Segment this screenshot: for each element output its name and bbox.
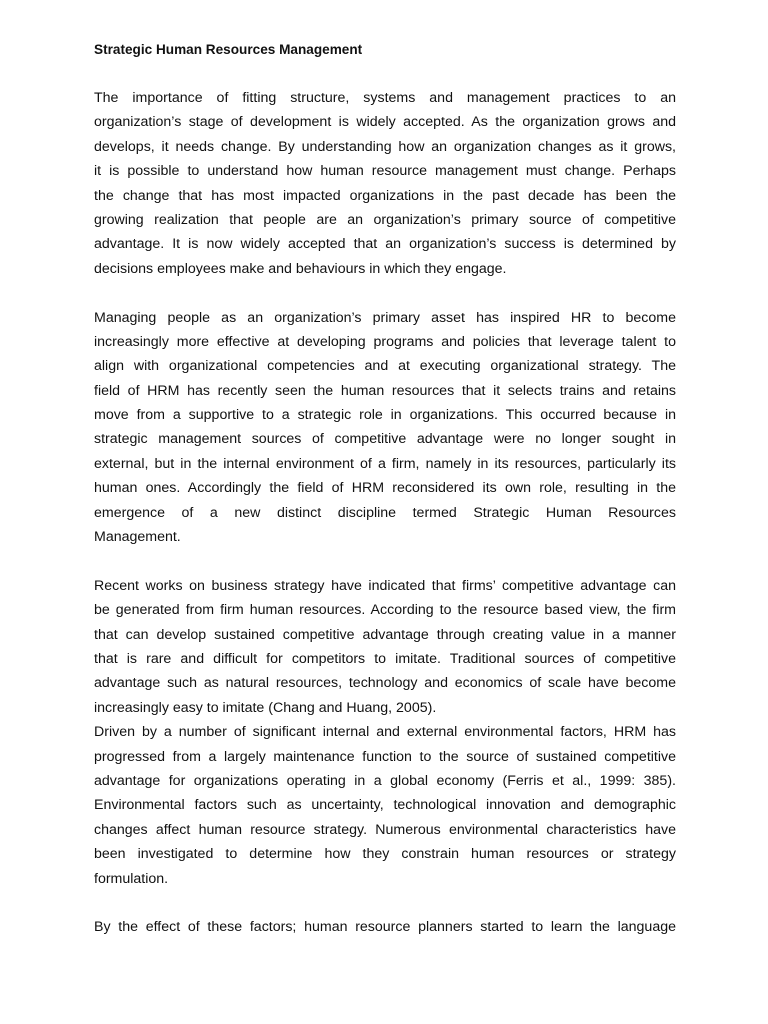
paragraph-line: changes affect human resource strategy. Numerous environmental characteristics have (94, 821, 676, 838)
paragraph-line: advantage. It is now widely accepted that an organization’s success is determined by (94, 236, 676, 253)
spacer (94, 62, 676, 86)
paragraph-line: advantage for organizations operating in a global economy (Ferris et al., 1999: 385). (94, 772, 676, 789)
document-title: Strategic Human Resources Management (94, 42, 363, 57)
paragraph-2 (94, 306, 676, 550)
paragraph-line: develops, it needs change. By understanding how an organization changes as it grows, (94, 138, 676, 155)
paragraph-line: advantage such as natural resources, technology and economics of scale have become (94, 675, 676, 692)
document-body (94, 38, 676, 940)
paragraph-line: strategic management sources of competitive advantage were no longer sought in (94, 431, 676, 448)
paragraph-line: external, but in the internal environment of a firm, namely in its resources, particularly its (94, 455, 676, 472)
paragraph-line: increasingly easy to imitate (Chang and Huang, 2005). (94, 699, 437, 716)
paragraph-line: that is rare and difficult for competitors to imitate. Traditional sources of competitive (94, 650, 676, 667)
paragraph-line: Environmental factors such as uncertainty, technological innovation and demographic (94, 797, 676, 814)
paragraph-line: move from a supportive to a strategic role in organizations. This occurred because in (94, 407, 676, 424)
paragraph-line: growing realization that people are an organization’s primary source of competitive (94, 211, 676, 228)
paragraph-line: the change that has most impacted organizations in the past decade has been the (94, 187, 676, 204)
paragraph-line: Driven by a number of significant internal and external environmental factors, HRM has (94, 724, 676, 741)
paragraph-line: progressed from a largely maintenance function to the source of sustained competitive (94, 748, 676, 765)
paragraph-line: By the effect of these factors; human resource planners started to learn the language (94, 919, 676, 936)
spacer (94, 891, 676, 915)
paragraph-line: organization’s stage of development is widely accepted. As the organization grows and (94, 114, 676, 131)
paragraph-4 (94, 720, 676, 891)
paragraph-line: increasingly more effective at developing programs and policies that leverage talent to (94, 333, 676, 350)
paragraph-line: been investigated to determine how they constrain human resources or strategy (94, 846, 676, 863)
paragraph-line: Management. (94, 529, 181, 546)
paragraph-line: field of HRM has recently seen the human resources that it selects trains and retains (94, 382, 676, 399)
paragraph-3 (94, 574, 676, 720)
paragraph-line: formulation. (94, 870, 169, 887)
paragraph-1 (94, 86, 676, 281)
paragraph-line: decisions employees make and behaviours in which they engage. (94, 260, 507, 277)
paragraph-line: emergence of a new distinct discipline termed Strategic Human Resources (94, 504, 676, 521)
paragraph-5 (94, 915, 676, 939)
paragraph-line: it is possible to understand how human resource management must change. Perhaps (94, 163, 676, 180)
paragraph-line: Recent works on business strategy have indicated that firms’ competitive advantage can (94, 577, 676, 594)
spacer (94, 281, 676, 305)
paragraph-line: human ones. Accordingly the field of HRM reconsidered its own role, resulting in the (94, 480, 676, 497)
paragraph-line: align with organizational competencies and at executing organizational strategy. The (94, 358, 676, 375)
paragraph-line: that can develop sustained competitive advantage through creating value in a manner (94, 626, 676, 643)
spacer (94, 549, 676, 573)
paragraph-line: Managing people as an organization’s primary asset has inspired HR to become (94, 309, 676, 326)
paragraph-line: be generated from firm human resources. According to the resource based view, the firm (94, 602, 676, 619)
paragraph-line: The importance of fitting structure, systems and management practices to an (94, 90, 676, 106)
